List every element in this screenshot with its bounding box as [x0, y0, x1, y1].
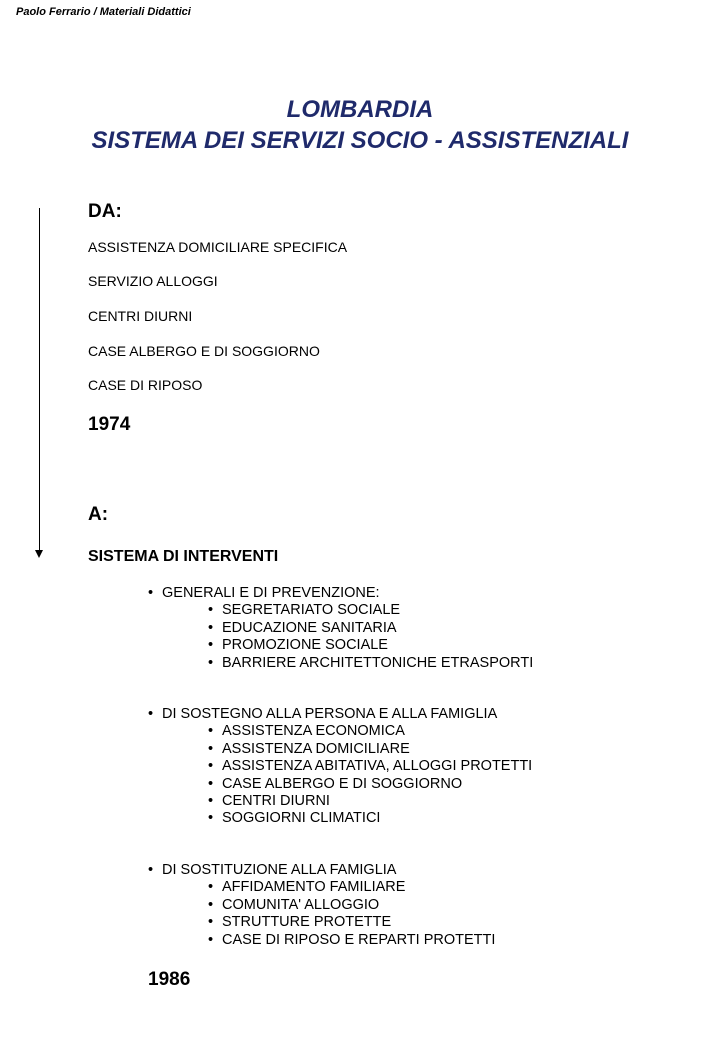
bullet-icon: •	[208, 740, 214, 757]
list-item: • STRUTTURE PROTETTE	[208, 914, 392, 931]
list-item: • CASE ALBERGO E DI SOGGIORNO	[208, 775, 463, 792]
bullet-icon: •	[148, 706, 154, 722]
bullet-icon: •	[208, 723, 214, 740]
list-item: • SEGRETARIATO SOCIALE	[208, 602, 401, 619]
to-year: 1986	[148, 969, 191, 990]
list-item: • COMUNITA' ALLOGGIO	[208, 896, 380, 913]
bullet-icon: •	[208, 775, 214, 792]
timeline-line	[39, 208, 40, 552]
from-item: CASE ALBERGO E DI SOGGIORNO	[88, 343, 320, 359]
intervention-group	[148, 862, 495, 949]
from-item: CASE DI RIPOSO	[88, 377, 203, 393]
bullet-icon: •	[208, 914, 214, 931]
list-item: • PROMOZIONE SOCIALE	[208, 637, 388, 654]
system-title: SISTEMA DI INTERVENTI	[88, 548, 279, 565]
list-item: • ASSISTENZA ABITATIVA, ALLOGGI PROTETTI	[208, 758, 533, 775]
list-item: • SOGGIORNI CLIMATICI	[208, 810, 381, 827]
from-item: ASSISTENZA DOMICILIARE SPECIFICA	[88, 239, 348, 255]
from-item: CENTRI DIURNI	[88, 308, 193, 324]
bullet-icon: •	[208, 654, 214, 671]
bullet-icon: •	[208, 810, 214, 827]
list-item: • ASSISTENZA DOMICILIARE	[208, 740, 410, 757]
bullet-icon: •	[208, 793, 214, 810]
list-item: • EDUCAZIONE SANITARIA	[208, 619, 397, 636]
list-item: • CENTRI DIURNI	[208, 793, 330, 810]
page-title-line1: LOMBARDIA	[286, 96, 434, 123]
group-title: • GENERALI E DI PREVENZIONE:	[148, 585, 380, 601]
bullet-icon: •	[208, 758, 214, 775]
from-item: SERVIZIO ALLOGGI	[88, 273, 218, 289]
from-year: 1974	[88, 414, 131, 435]
group-title: • DI SOSTEGNO ALLA PERSONA E ALLA FAMIGLIA	[148, 706, 498, 722]
bullet-icon: •	[208, 637, 214, 654]
list-item: • BARRIERE ARCHITETTONICHE ETRASPORTI	[208, 654, 534, 671]
header-note: Paolo Ferrario / Materiali Didattici	[16, 6, 191, 18]
bullet-icon: •	[208, 602, 214, 619]
from-label: DA:	[88, 201, 122, 222]
intervention-group	[148, 706, 532, 828]
timeline-arrow-icon	[35, 550, 43, 558]
page-title-line2: SISTEMA DEI SERVIZI SOCIO - ASSISTENZIALI	[91, 127, 629, 154]
bullet-icon: •	[148, 585, 154, 601]
intervention-group	[148, 585, 533, 672]
list-item: • CASE DI RIPOSO E REPARTI PROTETTI	[208, 931, 496, 948]
bullet-icon: •	[208, 879, 214, 896]
bullet-icon: •	[208, 896, 214, 913]
list-item: • ASSISTENZA ECONOMICA	[208, 723, 405, 740]
group-title: • DI SOSTITUZIONE ALLA FAMIGLIA	[148, 862, 397, 878]
bullet-icon: •	[148, 862, 154, 878]
list-item: • AFFIDAMENTO FAMILIARE	[208, 879, 406, 896]
bullet-icon: •	[208, 931, 214, 948]
bullet-icon: •	[208, 619, 214, 636]
to-label: A:	[88, 504, 109, 525]
